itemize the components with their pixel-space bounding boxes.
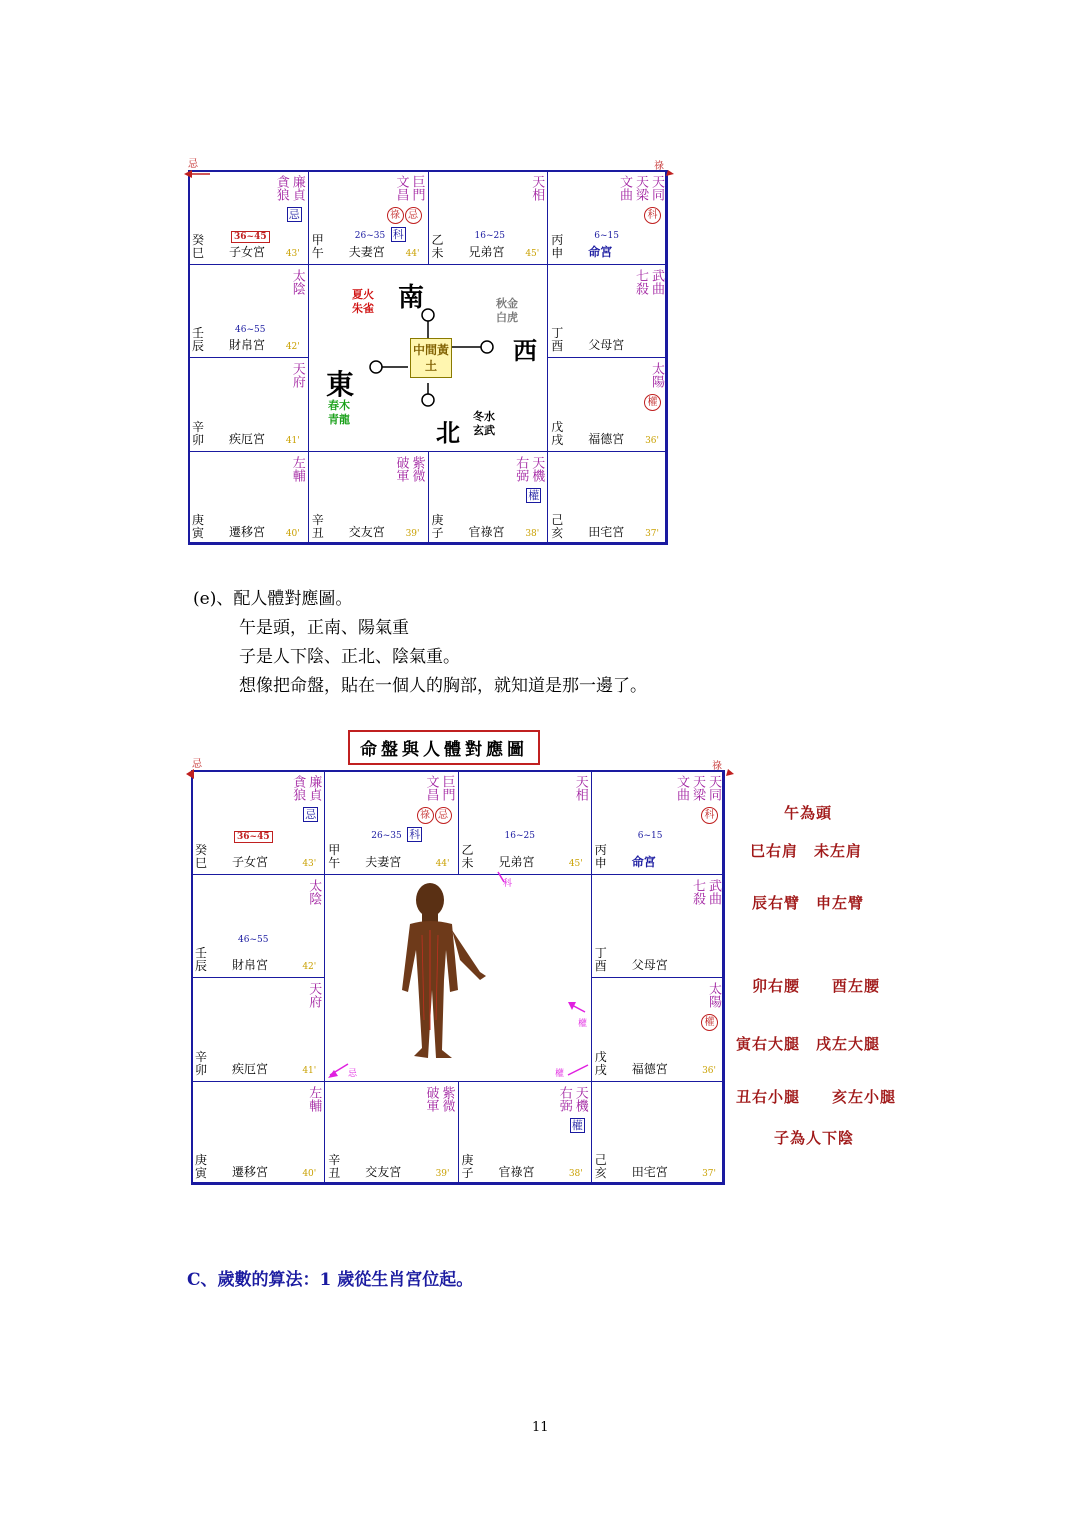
palace-name: 官祿宮 [468, 525, 505, 539]
sihua-mark: 祿 [417, 807, 434, 824]
c1-palace-官祿宮 [428, 451, 549, 546]
palace-name: 田宅宮 [588, 525, 625, 539]
star-name: 巨門 [409, 175, 425, 201]
palace-name: 父母宮 [631, 958, 668, 972]
palace-age: 44' [435, 858, 450, 869]
palace-name: 父母宮 [588, 338, 625, 352]
palace-age: 43' [285, 248, 300, 259]
age-range: 16~25 [504, 831, 535, 841]
heavenly-stem-branch: 壬辰 [192, 326, 205, 353]
c1-palace-田宅宮 [547, 451, 668, 546]
palace-name: 疾厄宮 [232, 1061, 269, 1076]
palace-name: 疾厄宮 [229, 431, 266, 446]
palace-name: 子女宮 [232, 854, 269, 869]
star-name: 七殺 [633, 268, 648, 295]
palace-name: 命宮 [631, 854, 656, 869]
sihua-mark: 祿 [387, 207, 404, 224]
heavenly-stem-branch: 乙未 [461, 842, 474, 870]
star-name: 天相 [529, 175, 545, 201]
season-summer: 夏火 朱雀 [352, 288, 374, 315]
sihua-mark: 科 [409, 828, 421, 841]
line-head: 午是頭，正南、陽氣重 [239, 618, 409, 638]
palace-name: 遷移宮 [229, 525, 266, 539]
heavenly-stem-branch: 丙申 [594, 842, 607, 870]
sihua-mark: 科 [701, 807, 718, 824]
palace-name: 官祿宮 [498, 1165, 535, 1179]
heavenly-stem-branch: 丁酉 [551, 326, 564, 353]
palace-age: 45' [568, 858, 583, 869]
heavenly-stem-branch: 辛卯 [195, 1049, 208, 1077]
corner-label-ji: 忌 [188, 159, 198, 170]
c1-palace-財帛宮 [188, 264, 309, 359]
palace-stars [706, 982, 720, 1008]
label-zi: 子為人下陰 [774, 1129, 855, 1147]
c2-palace-兄弟宮 [458, 770, 592, 875]
star-name: 廉貞 [306, 775, 322, 801]
section-c-heading: C、歲數的算法：1 歲從生肖宮位起。 [187, 1270, 474, 1290]
line-lower: 子是人下陰、正北、陰氣重。 [239, 647, 460, 667]
star-name: 天梁 [633, 175, 648, 201]
arrow-label-ji: 忌 [348, 1069, 358, 1079]
palace-name: 夫妻宮 [348, 244, 385, 259]
palace-stars [306, 1086, 320, 1112]
star-name: 紫微 [409, 455, 425, 482]
season-spring: 春木 青龍 [328, 399, 350, 426]
c1-palace-疾厄宮 [188, 357, 309, 452]
palace-name: 交友宮 [365, 1165, 402, 1179]
palace-age: 39' [435, 1169, 450, 1179]
sihua-mark: 科 [644, 207, 661, 224]
star-name: 紫微 [439, 1085, 455, 1112]
star-name: 七殺 [690, 878, 705, 905]
heavenly-stem-branch: 戊戌 [594, 1049, 607, 1077]
star-name: 右弼 [513, 455, 529, 482]
corner-label-lu: 祿 [654, 161, 664, 172]
star-name: 貪狼 [273, 175, 289, 201]
label-yin-xu: 寅右大腿 戌左大腿 [736, 1035, 881, 1053]
arrow-label-ke: 科 [503, 879, 513, 889]
heavenly-stem-branch: 辛丑 [311, 513, 324, 540]
age-range: 46~55 [238, 934, 269, 945]
star-name: 文昌 [423, 775, 439, 801]
star-name: 武曲 [706, 878, 721, 905]
age-range: 46~55 [235, 324, 266, 335]
palace-age: 42' [285, 342, 300, 352]
palace-age: 38' [525, 529, 540, 539]
star-name: 武曲 [649, 268, 664, 295]
heavenly-stem-branch: 癸巳 [195, 842, 208, 870]
season-winter: 冬水 玄武 [473, 410, 495, 437]
palace-age: 41' [302, 1065, 317, 1076]
c2-palace-福德宮 [591, 977, 725, 1082]
star-name: 天府 [306, 982, 322, 1008]
page-number: 11 [532, 1420, 549, 1435]
c1-palace-兄弟宮 [428, 170, 549, 265]
heavenly-stem-branch: 壬辰 [195, 946, 208, 973]
star-name: 太陰 [306, 878, 322, 905]
c2-palace-遷移宮 [191, 1081, 325, 1186]
heavenly-stem-branch: 庚子 [431, 513, 444, 540]
star-name: 文曲 [674, 775, 689, 801]
c2-palace-疾厄宮 [191, 977, 325, 1082]
heavenly-stem-branch: 庚子 [461, 1153, 474, 1180]
star-name: 破軍 [393, 455, 409, 482]
palace-stars [394, 456, 424, 482]
c2-palace-父母宮 [591, 874, 725, 979]
palace-age: 40' [285, 529, 300, 539]
age-range: 6~15 [637, 831, 663, 841]
star-name: 巨門 [439, 775, 455, 801]
star-name: 破軍 [423, 1085, 439, 1112]
c1-palace-夫妻宮 [308, 170, 429, 265]
palace-name: 財帛宮 [229, 338, 266, 352]
dir-south: 南 [398, 283, 425, 313]
palace-age: 37' [645, 529, 659, 539]
sihua-mark: 權 [571, 1118, 583, 1132]
palace-stars [290, 269, 304, 295]
heavenly-stem-branch: 癸巳 [192, 232, 205, 260]
star-name: 太陽 [706, 982, 721, 1008]
sihua-mark: 忌 [405, 207, 422, 224]
heavenly-stem-branch: 戊戌 [551, 419, 564, 447]
palace-name: 子女宮 [229, 244, 266, 259]
palace-age: 44' [405, 248, 420, 259]
star-name: 左輔 [289, 455, 305, 482]
c1-palace-子女宮 [188, 170, 309, 265]
star-name: 右弼 [556, 1085, 572, 1112]
star-name: 天同 [649, 175, 664, 201]
corner2-label-lu: 祿 [712, 761, 722, 772]
age-range: 6~15 [594, 231, 619, 241]
chart1-center [308, 263, 548, 450]
c1-palace-命宮 [547, 170, 668, 265]
palace-name: 兄弟宮 [468, 244, 505, 259]
palace-name: 田宅宮 [631, 1165, 668, 1179]
heavenly-stem-branch: 辛丑 [328, 1153, 341, 1180]
palace-age: 43' [302, 858, 317, 869]
c2-palace-交友宮 [324, 1081, 458, 1186]
heavenly-stem-branch: 甲午 [328, 842, 341, 870]
corner2-arrows [180, 760, 740, 780]
corner2-label-ji: 忌 [192, 759, 202, 770]
c2-palace-財帛宮 [191, 874, 325, 979]
palace-stars [306, 879, 320, 905]
center-middle-box: 中間黃土 [410, 338, 452, 378]
star-name: 貪狼 [290, 775, 306, 801]
palace-stars [290, 362, 304, 388]
heavenly-stem-branch: 己亥 [594, 1153, 607, 1180]
star-name: 天機 [529, 455, 545, 482]
age-range: 26~35 [371, 831, 402, 841]
c2-palace-官祿宮 [458, 1081, 592, 1186]
palace-age: 38' [568, 1169, 583, 1179]
sihua-mark: 科 [392, 228, 404, 241]
palace-age: 45' [525, 248, 540, 259]
arrow-label-quan1: 權 [578, 1019, 588, 1029]
palace-stars [513, 456, 543, 482]
palace-name: 命宮 [588, 244, 613, 259]
sihua-mark: 權 [528, 488, 540, 502]
season-autumn: 秋金 白虎 [496, 297, 518, 324]
paragraph-e [193, 585, 647, 701]
heavenly-stem-branch: 丁酉 [594, 946, 607, 973]
star-name: 天相 [572, 775, 588, 801]
age-range: 16~25 [474, 231, 505, 241]
palace-name: 福德宮 [631, 1061, 668, 1076]
label-chen-shen: 辰右臂 申左臂 [752, 894, 865, 912]
dir-north: 北 [436, 418, 460, 447]
heavenly-stem-branch: 辛卯 [192, 419, 205, 447]
arrow-label-quan2: 權 [555, 1069, 565, 1079]
line-imagine: 想像把命盤，貼在一個人的胸部，就知道是那一邊了。 [239, 676, 647, 696]
chart2-title: 命盤與人體對應圖 [348, 730, 540, 765]
palace-age: 39' [405, 529, 420, 539]
age-range: 36~45 [231, 231, 270, 243]
c1-palace-福德宮 [547, 357, 668, 452]
sihua-mark: 忌 [305, 808, 317, 821]
palace-stars [649, 362, 663, 388]
c2-palace-子女宮 [191, 770, 325, 875]
heavenly-stem-branch: 甲午 [311, 232, 324, 260]
star-name: 天府 [289, 362, 305, 388]
palace-name: 兄弟宮 [498, 854, 535, 869]
palace-age: 40' [302, 1169, 317, 1179]
c1-palace-父母宮 [547, 264, 668, 359]
star-name: 太陽 [649, 362, 664, 388]
palace-stars [690, 879, 720, 905]
star-name: 太陰 [289, 268, 305, 295]
sihua-mark: 忌 [435, 807, 452, 824]
dir-east: 東 [326, 368, 355, 401]
palace-age: 36' [645, 435, 659, 446]
sihua-mark: 權 [701, 1014, 718, 1031]
label-chou-hai: 丑右小腿 亥左小腿 [736, 1088, 897, 1106]
sihua-mark: 忌 [288, 208, 300, 221]
c2-palace-命宮 [591, 770, 725, 875]
line-heading: (e)、配人體對應圖。 [193, 589, 353, 609]
star-name: 文昌 [393, 175, 409, 201]
age-range: 26~35 [354, 231, 386, 241]
label-si-wei: 巳右肩 未左肩 [750, 842, 863, 860]
star-name: 文曲 [617, 175, 632, 201]
heavenly-stem-branch: 己亥 [551, 513, 564, 540]
palace-age: 41' [285, 435, 300, 446]
c1-palace-遷移宮 [188, 451, 309, 546]
palace-name: 財帛宮 [232, 958, 269, 972]
corner-arrows [180, 160, 680, 180]
star-name: 廉貞 [289, 175, 305, 201]
palace-stars [633, 269, 663, 295]
palace-name: 福德宮 [588, 431, 625, 446]
palace-name: 交友宮 [348, 525, 385, 539]
star-name: 天機 [572, 1085, 588, 1112]
palace-name: 夫妻宮 [365, 854, 402, 869]
sihua-mark: 權 [644, 394, 661, 411]
sihua-arrows [320, 870, 600, 1090]
palace-age: 36' [702, 1065, 716, 1076]
star-name: 左輔 [306, 1085, 322, 1112]
c2-palace-田宅宮 [591, 1081, 725, 1186]
c2-palace-夫妻宮 [324, 770, 458, 875]
palace-stars [306, 982, 320, 1008]
label-mao-you: 卯右腰 酉左腰 [752, 977, 881, 995]
star-name: 天梁 [690, 775, 705, 801]
heavenly-stem-branch: 丙申 [551, 232, 564, 260]
age-range: 36~45 [234, 831, 273, 843]
heavenly-stem-branch: 庚寅 [195, 1153, 208, 1180]
palace-age: 37' [702, 1169, 716, 1179]
c1-palace-交友宮 [308, 451, 429, 546]
heavenly-stem-branch: 乙未 [431, 232, 444, 260]
palace-stars [290, 456, 304, 482]
palace-name: 遷移宮 [232, 1165, 269, 1179]
heavenly-stem-branch: 庚寅 [192, 513, 205, 540]
label-wu: 午為頭 [784, 804, 833, 822]
palace-age: 42' [302, 962, 317, 972]
star-name: 天同 [706, 775, 721, 801]
dir-west: 西 [513, 336, 537, 365]
